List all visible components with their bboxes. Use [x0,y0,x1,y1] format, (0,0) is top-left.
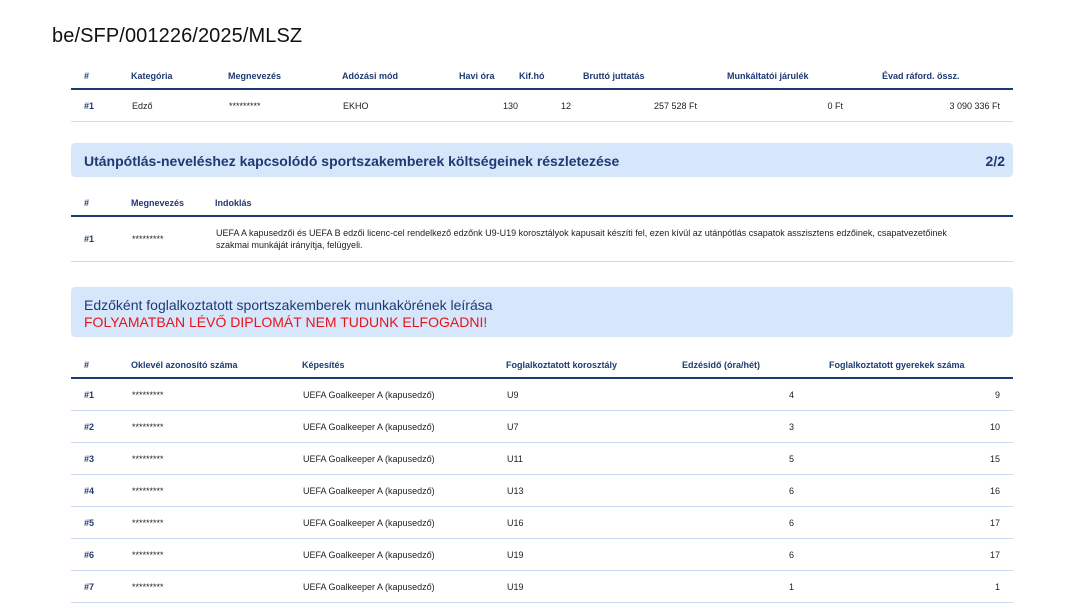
col-monthly-hours: Havi óra [459,64,519,89]
col-qualification: Képesítés [302,352,506,378]
page-indicator: 2/2 [985,153,1005,169]
col-diploma-id: Oklevél azonosító száma [131,352,302,378]
age-group-cell: U11 [506,443,682,475]
category-cell: Edző [131,89,228,122]
table-row [71,475,1013,507]
diploma-id-cell: ********* [131,507,302,539]
training-hours-cell: 4 [682,378,817,411]
diploma-id-cell: ********* [131,378,302,411]
training-hours-cell: 1 [682,571,817,603]
document-id: be/SFP/001226/2025/MLSZ [52,25,303,47]
name-cell: ********* [131,216,215,262]
cost-table-header [71,64,1013,89]
col-name: Megnevezés [228,64,342,89]
jobs-table-header [71,352,1013,378]
col-tax-mode: Adózási mód [342,64,459,89]
children-count-cell: 1 [817,571,1013,603]
jobs-table [71,352,1013,603]
age-group-cell: U19 [506,539,682,571]
col-number: # [71,352,131,378]
training-hours-cell: 6 [682,507,817,539]
table-row [71,378,1013,411]
children-count-cell: 15 [817,443,1013,475]
diploma-id-cell: ********* [131,571,302,603]
qualification-cell: UEFA Goalkeeper A (kapusedző) [302,475,506,507]
table-row [71,443,1013,475]
row-number: #1 [71,89,131,122]
qualification-cell: UEFA Goalkeeper A (kapusedző) [302,539,506,571]
children-count-cell: 10 [817,411,1013,443]
name-cell: ********* [228,89,342,122]
diploma-id-cell: ********* [131,443,302,475]
row-number: #1 [71,378,131,411]
qualification-cell: UEFA Goalkeeper A (kapusedző) [302,378,506,411]
qualification-cell: UEFA Goalkeeper A (kapusedző) [302,571,506,603]
row-number: #6 [71,539,131,571]
col-justification: Indoklás [215,191,1013,216]
training-hours-cell: 6 [682,539,817,571]
children-count-cell: 16 [817,475,1013,507]
col-age-group: Foglalkoztatott korosztály [506,352,682,378]
training-hours-cell: 3 [682,411,817,443]
employer-contribution-cell: 0 Ft [705,89,855,122]
table-row [71,89,1013,122]
season-total-cell: 3 090 336 Ft [855,89,1013,122]
col-paid-months: Kif.hó [519,64,575,89]
paid-months-cell: 12 [519,89,575,122]
jobs-section-header [71,287,1013,337]
col-children-count: Foglalkoztatott gyerekek száma [817,352,1013,378]
age-group-cell: U19 [506,571,682,603]
row-number: #5 [71,507,131,539]
col-number: # [71,191,131,216]
col-training-hours: Edzésidő (óra/hét) [682,352,817,378]
diploma-id-cell: ********* [131,539,302,571]
col-number: # [71,64,131,89]
gross-benefit-cell: 257 528 Ft [575,89,705,122]
details-table-header [71,191,1013,216]
details-table [71,191,1013,262]
qualification-cell: UEFA Goalkeeper A (kapusedző) [302,507,506,539]
row-number: #3 [71,443,131,475]
table-row [71,507,1013,539]
row-number: #7 [71,571,131,603]
monthly-hours-cell: 130 [459,89,519,122]
children-count-cell: 17 [817,507,1013,539]
col-employer-contribution: Munkáltatói járulék [705,64,855,89]
qualification-cell: UEFA Goalkeeper A (kapusedző) [302,443,506,475]
row-number: #4 [71,475,131,507]
cost-table [71,64,1013,122]
diploma-id-cell: ********* [131,411,302,443]
table-row [71,539,1013,571]
details-section-header [71,143,1013,177]
age-group-cell: U7 [506,411,682,443]
col-season-total: Évad ráford. össz. [855,64,1013,89]
children-count-cell: 9 [817,378,1013,411]
col-category: Kategória [131,64,228,89]
jobs-section-title: Edzőként foglalkoztatott sportszakemberek munkakörének leírása [84,297,493,313]
diploma-id-cell: ********* [131,475,302,507]
row-number: #2 [71,411,131,443]
details-section-title: Utánpótlás-neveléshez kapcsolódó sportszakemberek költségeinek részletezése [84,153,620,169]
age-group-cell: U13 [506,475,682,507]
jobs-section-warning: FOLYAMATBAN LÉVŐ DIPLOMÁT NEM TUDUNK ELFOGADNI! [84,314,488,330]
training-hours-cell: 5 [682,443,817,475]
justification-cell: UEFA A kapusedzői és UEFA B edzői licenc-cel rendelkező edzőnk U9-U19 korosztályok kapusait készíti fel, ezen kívül az utánpótlás csapatok asszisztens edzőinek, csapatvezetőinek szakmai munkáját irányítja, felügyeli. [215,216,1013,262]
tax-mode-cell: EKHO [342,89,459,122]
row-number: #1 [71,216,131,262]
table-row [71,411,1013,443]
col-gross-benefit: Bruttó juttatás [575,64,705,89]
col-name: Megnevezés [131,191,215,216]
children-count-cell: 17 [817,539,1013,571]
age-group-cell: U16 [506,507,682,539]
qualification-cell: UEFA Goalkeeper A (kapusedző) [302,411,506,443]
age-group-cell: U9 [506,378,682,411]
table-row [71,216,1013,262]
training-hours-cell: 6 [682,475,817,507]
